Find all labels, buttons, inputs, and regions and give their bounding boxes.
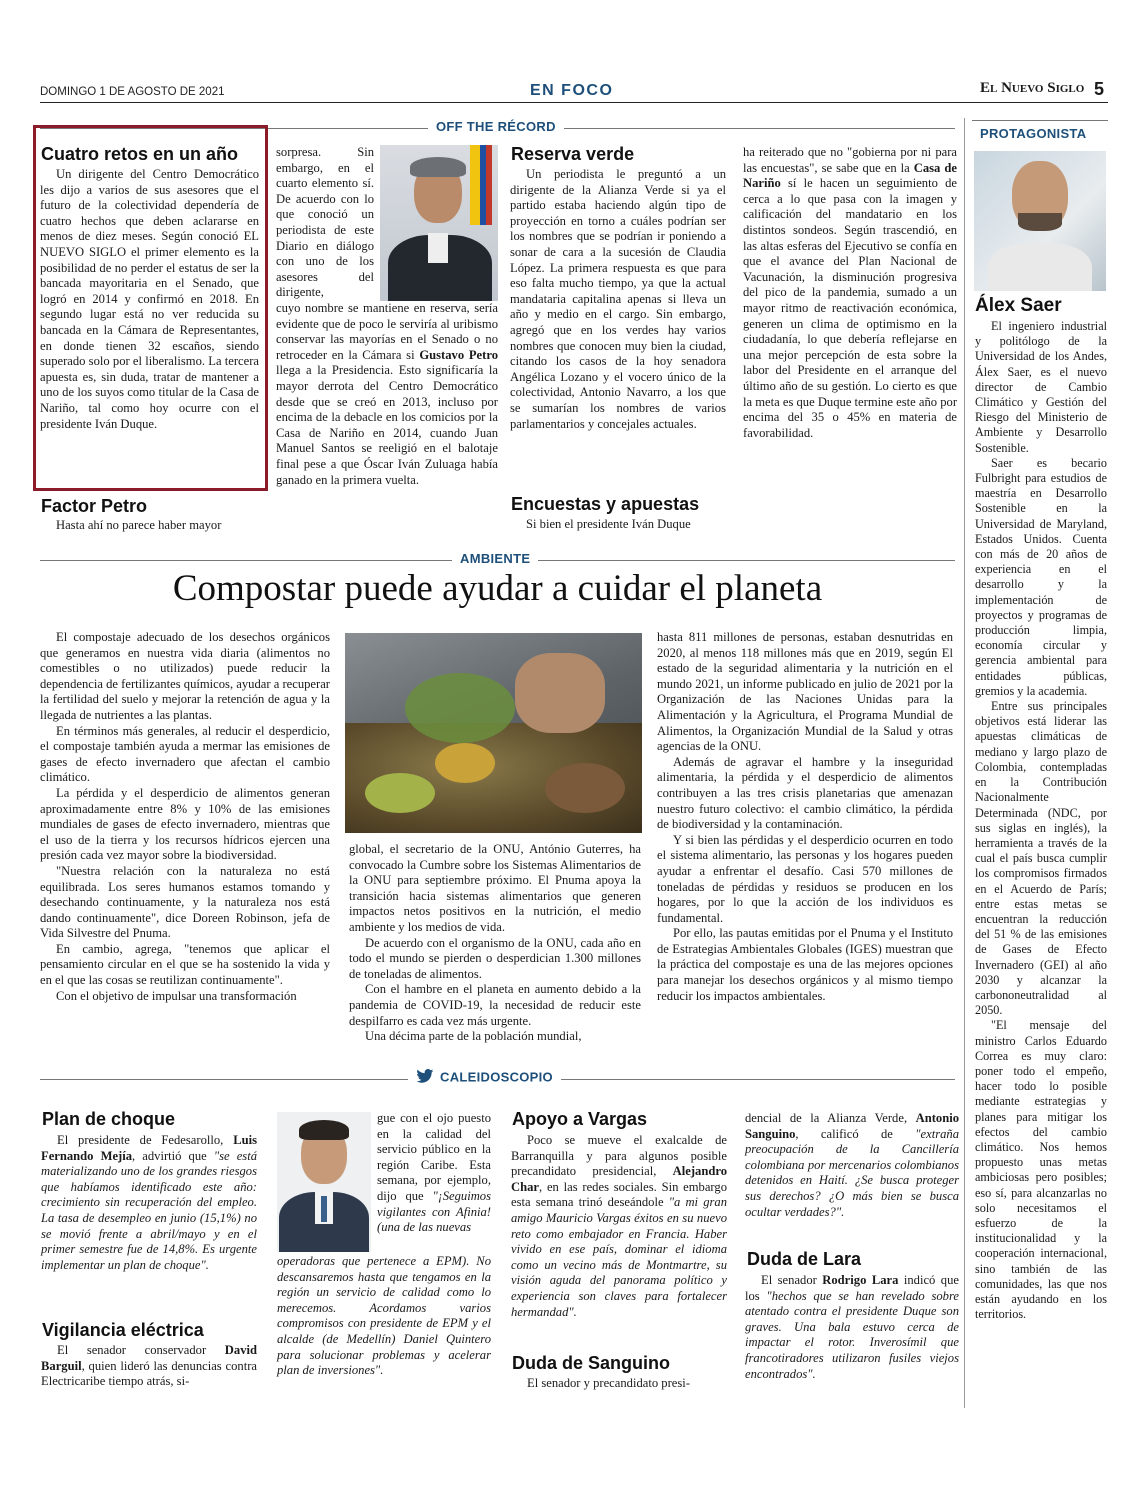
petro-column-rest: cuyo nombre se mantiene en reserva, sería evidente que de poco le serviría al uribismo conservar las mayorías en el Senado o no retroceder en la Cámara si Gustavo Petro llega a la Presidencia. Esto significaría la mayor derrota del Centro Democrático desde que se creó en 2013, incluso por encima de la debacle en los comicios por la Casa de Nariño en 2014, cuando Juan Manuel Santos se reeligió en el balotaje final pese a que Óscar Iván Zuluaga había ganado en la primera vuelta. xyxy=(276,301,498,487)
factor-petro-text: Hasta ahí no parece haber mayor xyxy=(56,518,222,532)
ambiente-col3: hasta 811 millones de personas, estaban desnutridas en 2020, al menos 118 millones más que en 2019, según El estado de la seguridad alimentaria y la nutrición en el mundo 2021, un informe publicado en julio de 2021 por la Organización de las Naciones Unidas para la Alimentación y la Agricultura, el Programa Mundial de Alimentos, la Organización Mundial de la Salud y otras agencias de la ONU. Además de agravar el hambre y la inseguridad alimentaria, la pérdida y el desperdicio de alimentos contribuyen a las tres crisis planetarias que amenazan nuestro futuro colectivo: el cambio climático, la pérdida de biodiversidad y la contaminación. Y si bien las pérdidas y el desperdicio ocurren en todo el sistema alimentario, las personas y los hogares pueden ayudar a enfrentar el desafío. Casi 570 millones de toneladas de pérdidas y residuos se producen en los hogares, por lo que la acción de los individuos es fundamental. Por ello, las pautas emitidas por el Pnuma y el Instituto de Estrategias Ambientales Globales (IGES) muestran que la práctica del compostaje es una de las mejores opciones para manejar los desechos orgánicos y al mismo tiempo reducir los impactos ambientales. xyxy=(657,630,953,1003)
vigilancia-continued-rest: operadoras que pertenece a EPM). No descansaremos hasta que tengamos en la región un servicio de calidad como lo merecemos. Acordamos varios compromisos con presidente de EPM y el alcalde (de Medellín) Daniel Quintero para solucionar problemas y acelerar plan de inversiones". xyxy=(277,1254,491,1378)
section-name: EN FOCO xyxy=(530,82,614,99)
vigilancia-title: Vigilancia eléctrica xyxy=(42,1320,204,1340)
page-number: 5 xyxy=(1094,79,1105,99)
apoyo-vargas-title: Apoyo a Vargas xyxy=(512,1109,648,1129)
compost-photo xyxy=(345,633,642,833)
issue-date: DOMINGO 1 DE AGOSTO DE 2021 xyxy=(40,86,225,98)
plan-choque-body: El presidente de Fedesarollo, Luis Fernando Mejía, advirtió que "se está materializando uno de los grandes riesgos que habíamos identificado este año: crecimiento sin recuperación del empleo. La tasa de desempleo en junio (15,1%) no se movió frente a abril/mayo y en el primer semestre fue de 14,8%. Es urgente implementar un plan de choque". xyxy=(41,1133,258,1272)
ambiente-headline: Compostar puede ayudar a cuidar el planeta xyxy=(172,568,823,609)
duda-lara-title: Duda de Lara xyxy=(747,1249,862,1269)
duda-lara-body: El senador Rodrigo Lara indicó que los "hechos que se han revelado sobre atentado contra el presidente Duque son graves. Una bala estuvo cerca de impactar el rotor. Inverosímil que francotiradores utilizaron fusiles viejos encontrados". xyxy=(745,1273,959,1381)
factor-petro-body xyxy=(40,518,259,534)
protagonista-body: El ingeniero industrial y politólogo de la Universidad de los Andes, Álex Saer, es el nuevo director de Cambio Climático y Gestión del Riesgo del Ministerio de Ambiente y Desarrollo Sostenible. Saer es becario Fulbright para estudios de maestría en Desarrollo Sostenible en la Universidad de Maryland, Estados Unidos. Cuenta con más de 20 años de experiencia en el desarrollo y la implementación de proyectos y programas de producción limpia, economía circular y gerencia ambiental para entidades públicas, gremios y la academia. Entre sus principales objetivos está liderar las apuestas climáticas de mediano y largo plazo de Colombia, contempladas en la Contribución Nacionalmente Determinada (NDC, por sus siglas en inglés), la herramienta a través de la cual el país busca cumplir los compromisos firmados en el Acuerdo de París; entre estas metas se encuentran la reducción del 51 % de las emisiones de Gases de Efecto Invernadero (GEI) al año 2030 y alcanzar la carbononeutralidad al 2050. "El mensaje del ministro Carlos Eduardo Correa es muy claro: poner todo el empeño, hacer todo lo posible mediante estrategias y planes para mitigar los efectos del cambio climático. Nos hemos propuesto unas metas ambiciosas pero posibles; eso sí, para alcanzarlas no solo necesitamos el esfuerzo de la institucionalidad y la cooperación internacional, sino también de las comunidades, las que nos están ayudando en los territorios. xyxy=(975,319,1107,1322)
plan-choque-title: Plan de choque xyxy=(42,1109,176,1129)
gustavo-petro-photo xyxy=(380,145,498,301)
reserva-verde-body xyxy=(510,167,726,432)
reserva-verde-title: Reserva verde xyxy=(511,144,635,164)
vigilancia-continued-top: gue con el ojo puesto en la calidad del servicio público en la región Caribe. Esta semana, por ejemplo, dijo que "¡Seguimos vigilantes con Afinia! (una de las nuevas xyxy=(377,1111,491,1235)
ambiente-col2: global, el secretario de la ONU, António Guterres, ha convocado la Cumbre sobre los Sistemas Alimentarios de la ONU para septiembre próximo. El Pnuma apoya la transición hacia sistemas alimentarios que generen impactos netos positivos en la nutrición, el medio ambiente y los medios de vida. De acuerdo con el organismo de la ONU, cada año en todo el mundo se pierden o desperdician 1.300 millones de toneladas de alimentos. Con el hambre en el planeta en aumento debido a la pandemia de COVID-19, la necesidad de reducir este despilfarro es cada vez más urgente. Una décima parte de la población mundial, xyxy=(349,842,641,1044)
sanguino-continued: dencial de la Alianza Verde, Antonio Sanguino, calificó de "extraña preocupación de la Cancillería colombiana por mercenarios colombianos detenidos en Haití. ¿Se busca proteger sus derechos? ¿O más bien se busca ocultar verdades?". xyxy=(745,1111,959,1219)
encuestas-text: Si bien el presidente Iván Duque xyxy=(526,517,691,531)
sidebar-divider xyxy=(964,118,965,1408)
encuestas-continued: ha reiterado que no "gobierna por ni para las encuestas", se sabe que en la Casa de Nariño sí le hacen un seguimiento de cerca a lo que pasa con la imagen y calificación del mandatario en los distintos sondeos. Según trascendió, en las altas esferas del Ejecutivo se confía en que el avance del Plan Nacional de Vacunación, la disminución progresiva del pico de la pandemia, sumado a un mayor ritmo de reactivación económica, generen un clima de optimismo en la ciudadanía, lo que debería reflejarse en una mejor percepción de esta sobre la labor del Presidente en el arranque del último año de su gestión. Lo cierto es que la meta es que Duque termine este año por encima del 35 o 45% en materia de favorabilidad. xyxy=(743,145,958,440)
petro-column-top: sorpresa. Sin embargo, en el cuarto elemento sí. De acuerdo con lo que conoció un periodista de este Diario en diálogo con uno de los asesores del dirigente, xyxy=(276,145,374,300)
encuestas-title: Encuestas y apuestas xyxy=(511,494,700,514)
alex-saer-name: Álex Saer xyxy=(975,295,1062,316)
off-record-label: OFF THE RÉCORD xyxy=(428,119,564,134)
cuatro-retos-title: Cuatro retos en un año xyxy=(41,144,239,164)
ambiente-label: AMBIENTE xyxy=(452,551,538,566)
encuestas-body xyxy=(510,517,726,533)
ambiente-col1: El compostaje adecuado de los desechos orgánicos que generamos en nuestra vida diaria (alimentos no comestibles o no utilizados) puede reducir la dependencia de fertilizantes químicos, ayudar a recuperar la fertilidad del suelo y mejorar la retención de agua y la llegada de nutrientes a las plantas. En términos más generales, al reducir el desperdicio, el compostaje también ayuda a mermar las emisiones de gases de efecto invernadero que afectan el cambio climático. La pérdida y el desperdicio de alimentos generan aproximadamente entre 8% y 10% de las emisiones mundiales de gases de efecto invernadero, mientras que el uso de la tierra y los recursos hídricos ejercen una presión cada vez mayor sobre la biodiversidad. "Nuestra relación con la naturaleza no está equilibrada. Los seres humanos estamos tomando y desechando continuamente, y la naturaleza nos está dando continuamente", dice Doreen Robinson, jefa de Vida Silvestre del Pnuma. En cambio, agrega, "tenemos que aplicar el pensamiento circular en el que se ha sostenido la vida y en el que las cosas se reutilizan continuamente". Con el objetivo de impulsar una transformación xyxy=(40,630,330,1003)
protagonista-label: PROTAGONISTA xyxy=(980,126,1087,141)
vigilancia-body: El senador conservador David Barguil, quien lideró las denuncias contra Electricaribe tiempo atrás, si- xyxy=(41,1343,257,1389)
masthead: El Nuevo Siglo xyxy=(980,80,1085,96)
apoyo-vargas-body: Poco se mueve el exalcalde de Barranquilla y para algunos posible precandidato presidencial, Alejandro Char, en las redes sociales. Sin embargo esta semana trinó deseándole "a mi gran amigo Mauricio Vargas éxitos en su nuevo reto como embajador en Francia. Haber vivido en ese país, dominar el idioma como un vecino más de Montmartre, su visión aguda del panorama político y experiencia son claves para fortalecer hermandad". xyxy=(511,1133,727,1319)
luis-fernando-mejia-photo xyxy=(277,1112,371,1252)
protagonista-rule xyxy=(972,120,1108,121)
duda-sanguino-body: El senador y precandidato presi- xyxy=(527,1376,690,1390)
cuatro-retos-body xyxy=(40,167,259,432)
header-rule xyxy=(40,102,1108,103)
twitter-bird-icon xyxy=(416,1069,434,1087)
reserva-verde-text: Un periodista le preguntó a un dirigente de la Alianza Verde si ya el partido estaba haciendo algún tipo de proyección en torno a cuáles podrían ser los nombres que se podrían ir poniendo a sonar de cara a la sucesión de Claudia López. La primera respuesta es que para eso falta mucho tiempo, ya que la actual mandataria capitalina apenas si lleva un año y medio en el cargo. Sin embargo, agregó que en los verdes hay varios nombres que conocen muy bien la ciudad, citando los casos de la hoy senadora Angélica Lozano y el vocero único de la colectividad, Antonio Navarro, a los que se sumarían los nombres de varios parlamentarios y concejales actuales. xyxy=(510,167,726,431)
caleidoscopio-label: CALEIDOSCOPIO xyxy=(440,1069,553,1085)
duda-sanguino-title: Duda de Sanguino xyxy=(512,1353,671,1373)
alex-saer-photo xyxy=(974,151,1106,291)
caleidoscopio-label-wrap xyxy=(408,1069,561,1087)
cuatro-retos-text: Un dirigente del Centro Democrático les dijo a varios de sus asesores que el futuro de la colectividad dependería de cuatro hechos que deben aclararse en menos de diez meses. Según conoció EL NUEVO SIGLO el primer elemento es la posibilidad de no perder el estatus de ser la bancada mayoritaria en el Senado, que logró en 2014 y confirmó en 2018. En segundo lugar está no ver reducida su bancada en la Cámara de Representantes, en donde tienen 32 escaños, siendo superado solo por el liberalismo. La tercera apuesta es, sin duda, tratar de mantener a uno de los suyos como titular de la Casa de Nariño, tal como hoy ocurre con el presidente Iván Duque. xyxy=(40,167,259,431)
factor-petro-title: Factor Petro xyxy=(41,496,148,516)
